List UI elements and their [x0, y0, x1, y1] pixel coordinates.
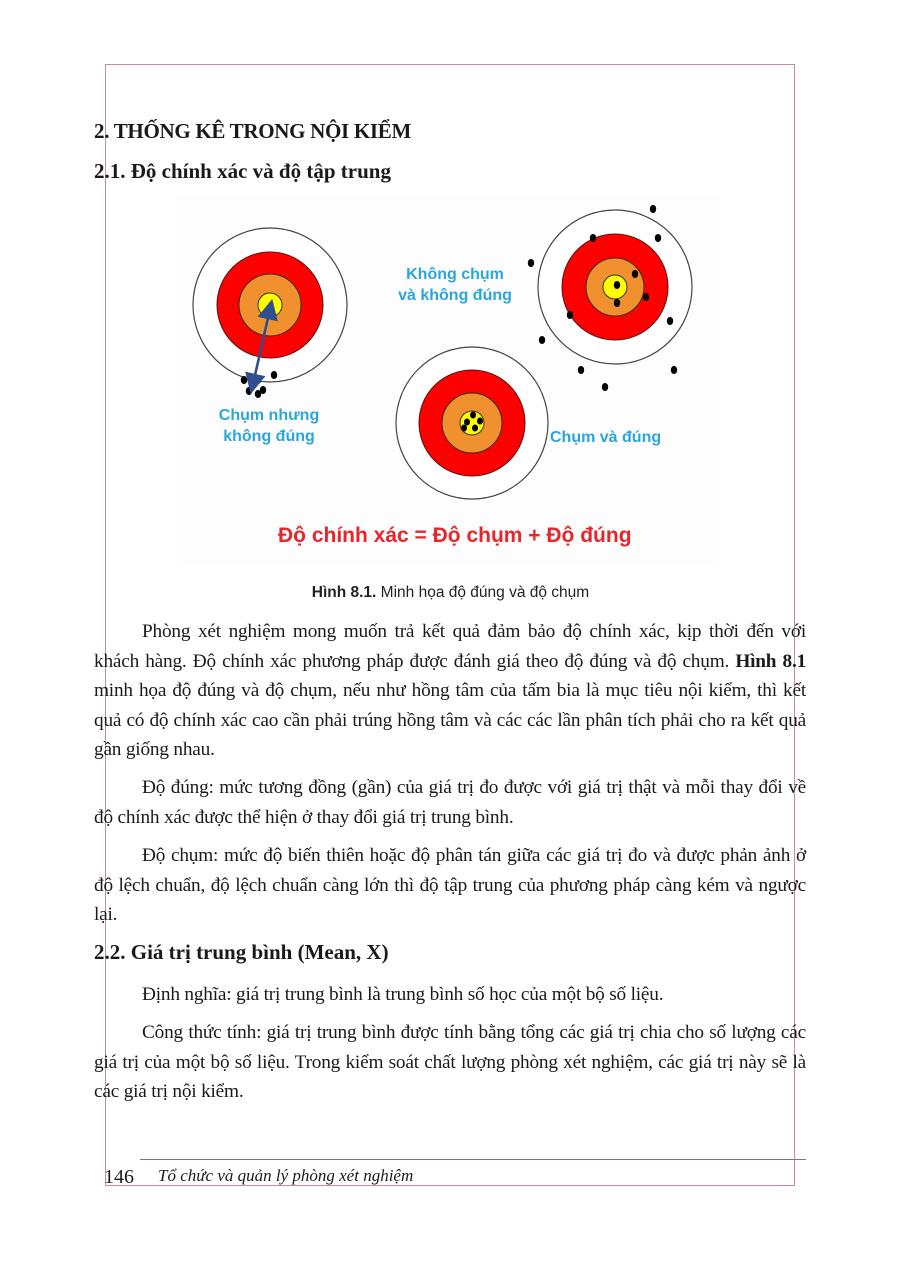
shot-dot: [643, 293, 649, 301]
caption-text: Minh họa độ đúng và độ chụm: [376, 584, 590, 601]
shot-dot: [567, 311, 573, 319]
targets-diagram: [178, 197, 718, 565]
label-line: Chụm nhưng: [218, 407, 320, 424]
shot-dot: [260, 386, 266, 394]
figure-8-1-target-illustration: [178, 197, 718, 565]
label-line: không đúng: [223, 428, 315, 445]
paragraph-accuracy-definition: Độ đúng: mức tương đồng (gần) của giá trị đo được với giá trị thật và mỗi thay đổi về độ chính xác được thể hiện ở thay đổi giá trị trung bình.: [94, 777, 806, 828]
shot-dot: [246, 387, 252, 395]
paragraph-precision-definition: Độ chụm: mức độ biến thiên hoặc độ phân tán giữa các giá trị đo và được phản ảnh ở độ lệch chuẩn, độ lệch chuẩn càng lớn thì độ tập trung của phương pháp càng kém và ngược lại.: [94, 845, 806, 925]
label-precise-and-accurate: Chụm và đúng: [550, 429, 662, 446]
figure-reference: Hình 8.1: [735, 650, 807, 672]
label-precise-not-accurate: [204, 405, 334, 447]
shot-dot: [602, 383, 608, 391]
paragraph-mean-definition: Định nghĩa: giá trị trung bình là trung bình số học của một bộ số liệu.: [142, 984, 664, 1005]
shot-dot: [271, 371, 277, 379]
shot-dot: [632, 270, 638, 278]
section-title: 2. THỐNG KÊ TRONG NỘI KIỂM: [94, 119, 411, 143]
target-precise-not-accurate: [193, 228, 347, 398]
shot-dot: [667, 317, 673, 325]
label-line: Không chụm: [406, 266, 504, 283]
shot-dot: [578, 366, 584, 374]
shot-dot: [655, 234, 661, 242]
page-number: 146: [104, 1166, 134, 1188]
shot-dot: [614, 299, 620, 307]
shot-dot: [477, 418, 483, 425]
text-run: Phòng xét nghiệm mong muốn trả kết quả đảm bảo độ chính xác, kịp thời đến với khách hàng. Độ chính xác phương pháp được đánh giá theo độ đúng và độ chụm.: [94, 621, 806, 672]
shot-dot: [470, 412, 476, 419]
target-not-precise-not-accurate: [528, 205, 692, 391]
text-run: minh họa độ đúng và độ chụm, nếu như hồng tâm của tấm bia là mục tiêu nội kiểm, thì kết quả có độ chính xác cao cần phải trúng hồng tâm và các các lần phân tích phải cho ra kết quả gần giống nhau.: [94, 680, 806, 760]
footer-divider: [140, 1159, 806, 1160]
shot-dot: [241, 376, 247, 384]
shot-dot: [528, 259, 534, 267]
shot-dot: [614, 281, 620, 289]
shot-dot: [464, 419, 470, 426]
label-line: và không đúng: [398, 287, 512, 304]
subsection-title-mean: 2.2. Giá trị trung bình (Mean, X): [94, 940, 389, 964]
paragraph-mean-formula: Công thức tính: giá trị trung bình được tính bằng tổng các giá trị chia cho số lượng các giá trị của một bộ số liệu. Trong kiểm soát chất lượng phòng xét nghiệm, các giá trị này sẽ là các giá trị nội kiểm.: [94, 1022, 806, 1102]
target-precise-and-accurate: [396, 347, 548, 499]
subsection-title-precision: 2.1. Độ chính xác và độ tập trung: [94, 159, 391, 183]
running-title: Tổ chức và quản lý phòng xét nghiệm: [158, 1166, 414, 1185]
shot-dot: [590, 234, 596, 242]
figure-caption: [0, 584, 901, 602]
shot-dot: [461, 425, 467, 432]
shot-dot: [671, 366, 677, 374]
precision-formula: Độ chính xác = Độ chụm + Độ đúng: [278, 524, 632, 547]
shot-dot: [650, 205, 656, 213]
paragraph-intro: [94, 617, 806, 765]
caption-number: Hình 8.1.: [311, 584, 377, 601]
shot-dot: [539, 336, 545, 344]
shot-dot: [472, 425, 478, 432]
label-not-precise-not-accurate: [390, 264, 520, 306]
